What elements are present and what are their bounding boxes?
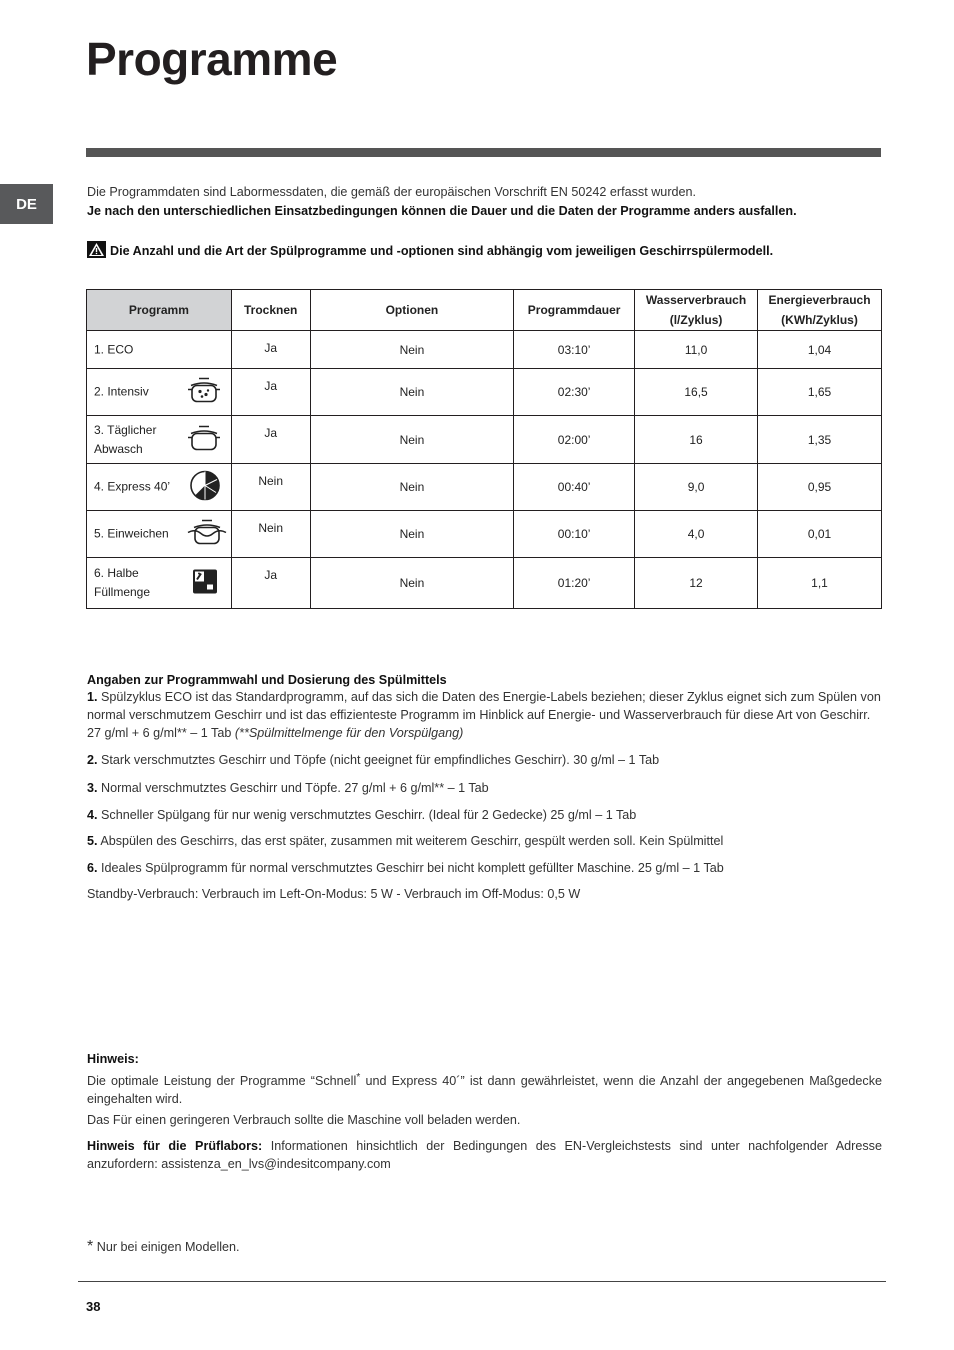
options-cell: Nein (310, 416, 514, 464)
program-cell: 3. Täglicher Abwasch (87, 416, 232, 464)
water-cell: 12 (635, 558, 758, 609)
table-row (87, 369, 882, 416)
header-program: Programm (87, 290, 232, 331)
header-dry: Trocknen (231, 290, 310, 331)
guide-item-4: 4. Schneller Spülgang für nur wenig verschmutztes Geschirr. (Ideal für 2 Gedecke) 25 g/ml – 1 Tab (87, 808, 637, 822)
guide-heading: Angaben zur Programmwahl und Dosierung des Spülmittels (87, 673, 447, 687)
intro-line-1: Die Programmdaten sind Labormessdaten, die gemäß der europäischen Vorschrift EN 50242 erfasst wurden. (87, 185, 697, 199)
program-cell: 5. Einweichen (87, 511, 232, 558)
half-load-icon (189, 566, 221, 601)
program-cell: 1. ECO (87, 331, 232, 369)
guide-item-3: 3. Normal verschmutztes Geschirr und Töpfe. 27 g/ml + 6 g/ml** – 1 Tab (87, 781, 489, 795)
duration-cell: 00:40’ (514, 464, 635, 511)
warning-text: Die Anzahl und die Art der Spülprogramme und -optionen sind abhängig vom jeweiligen Geschirrspülermodell. (110, 244, 774, 258)
program-cell: 4. Express 40’ (87, 464, 232, 511)
page-title: Programme (86, 33, 338, 85)
intro-line-2: Je nach den unterschiedlichen Einsatzbedingungen können die Dauer und die Daten der Programme anders ausfallen. (87, 204, 797, 218)
energy-cell: 0,95 (758, 464, 882, 511)
standby-consumption: Standby-Verbrauch: Verbrauch im Left-On-Modus: 5 W - Verbrauch im Off-Modus: 0,5 W (87, 887, 581, 901)
note-paragraph-3: Hinweis für die Prüflabors: Informationen hinsichtlich der Bedingungen des EN-Vergleichstests sind unter nachfolgender Adresse anzufordern: assistenza_en_lvs@indesitcompany.com (87, 1139, 882, 1171)
energy-cell: 1,65 (758, 369, 882, 416)
duration-cell: 02:30’ (514, 369, 635, 416)
header-water: Wasserverbrauch (l/Zyklus) (635, 290, 758, 331)
dry-cell: Ja (231, 416, 310, 464)
duration-cell: 00:10’ (514, 511, 635, 558)
energy-cell: 0,01 (758, 511, 882, 558)
dry-cell: Ja (231, 558, 310, 609)
options-cell: Nein (310, 464, 514, 511)
title-divider-bar (86, 148, 881, 157)
dry-cell: Nein (231, 464, 310, 511)
options-cell: Nein (310, 558, 514, 609)
guide-item-6: 6. Ideales Spülprogramm für normal verschmutztes Geschirr bei nicht komplett gefüllter Maschine. 25 g/ml – 1 Tab (87, 861, 724, 875)
table-row (87, 416, 882, 464)
water-cell: 9,0 (635, 464, 758, 511)
warning-line (87, 241, 882, 263)
duration-cell: 03:10’ (514, 331, 635, 369)
footer-divider (78, 1281, 886, 1282)
dry-cell: Nein (231, 511, 310, 558)
guide-item-2: 2. Stark verschmutztes Geschirr und Töpfe (nicht geeignet für empfindliches Geschirr). 30 g/ml – 1 Tab (87, 753, 660, 767)
table-row (87, 331, 882, 369)
options-cell: Nein (310, 511, 514, 558)
table-header-row (87, 290, 882, 331)
water-cell: 16 (635, 416, 758, 464)
note-paragraph-1: Die optimale Leistung der Programme “Schnell* und Express 40´” ist dann gewährleistet, wenn die Anzahl der angegebenen Maßgedecke eingehalten wird. (87, 1071, 882, 1107)
table-row (87, 558, 882, 609)
table-row (87, 511, 882, 558)
header-duration: Programmdauer (514, 290, 635, 331)
note-heading: Hinweis: (87, 1052, 139, 1066)
page-number: 38 (86, 1299, 101, 1314)
express-clock-icon (189, 470, 221, 505)
program-cell: 2. Intensiv (87, 369, 232, 416)
guide-item-1: 1. Spülzyklus ECO ist das Standardprogramm, auf das sich die Daten des Energie-Labels beziehen; dieser Zyklus eignet sich zum Spülen von normal verschmutzem Geschirr und ist das effizienteste Programm im Hinblick auf Energie- und Wasserverbrauch für diese Art von Geschirr. 27 g/ml + 6 g/ml** – 1 Tab (**Spülmittelmenge für den Vorspülgang) (87, 690, 881, 740)
note-paragraph-2: Das Für einen geringeren Verbrauch sollte die Maschine voll beladen werden. (87, 1113, 521, 1127)
duration-cell: 02:00’ (514, 416, 635, 464)
energy-cell: 1,1 (758, 558, 882, 609)
dry-cell: Ja (231, 331, 310, 369)
options-cell: Nein (310, 369, 514, 416)
header-energy: Energieverbrauch (KWh/Zyklus) (758, 290, 882, 331)
duration-cell: 01:20’ (514, 558, 635, 609)
table-row (87, 464, 882, 511)
language-tab: DE (0, 184, 53, 224)
energy-cell: 1,35 (758, 416, 882, 464)
water-cell: 11,0 (635, 331, 758, 369)
program-table (86, 289, 882, 609)
intensive-pot-icon (187, 376, 221, 409)
water-cell: 16,5 (635, 369, 758, 416)
header-options: Optionen (310, 290, 514, 331)
dry-cell: Ja (231, 369, 310, 416)
guide-item-5: 5. Abspülen des Geschirrs, das erst später, zusammen mit weiterem Geschirr, gespült werden soll. Kein Spülmittel (87, 834, 724, 848)
water-cell: 4,0 (635, 511, 758, 558)
warning-icon (87, 241, 106, 263)
options-cell: Nein (310, 331, 514, 369)
daily-pot-icon (187, 423, 221, 456)
footnote: * Nur bei einigen Modellen. (87, 1238, 240, 1255)
energy-cell: 1,04 (758, 331, 882, 369)
soak-pot-icon (187, 518, 227, 551)
program-cell: 6. Halbe Füllmenge (87, 558, 232, 609)
